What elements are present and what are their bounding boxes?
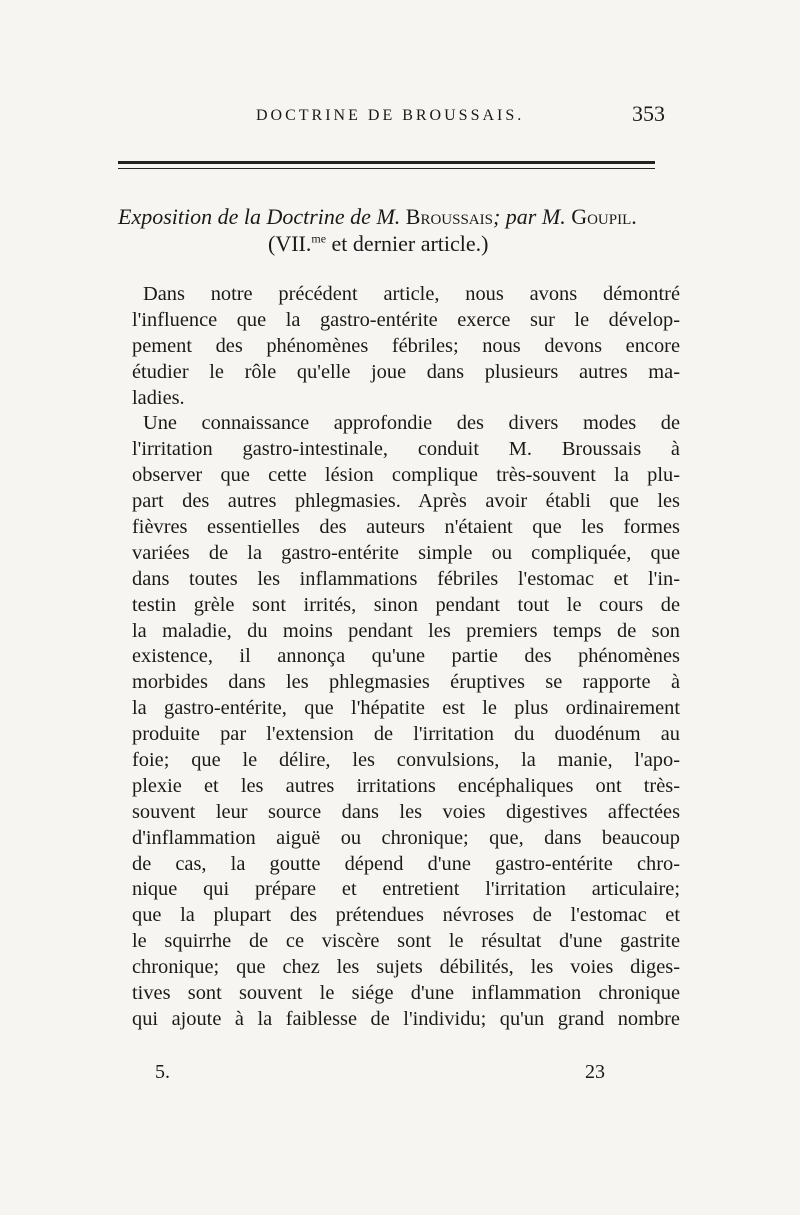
body-line: variées de la gastro-entérite simple ou compliquée, que <box>132 541 680 564</box>
body-line: Dans notre précédent article, nous avons démontré <box>143 283 680 305</box>
body-line: tives sont souvent le siége d'une inflammation chronique <box>132 982 680 1005</box>
body-line: la gastro-entérite, que l'hépatite est le plus ordinairement <box>132 697 680 720</box>
body-line: de cas, la goutte dépend d'une gastro-entérite chro- <box>132 852 680 875</box>
body-line: l'influence que la gastro-entérite exerce sur le dévelop- <box>132 308 680 331</box>
body-line: morbides dans les phlegmasies éruptives se rapporte à <box>132 671 680 694</box>
body-line: existence, il annonça qu'une partie des phénomènes <box>132 645 680 668</box>
heading-part-label: et dernier article.) <box>331 231 489 256</box>
page-number: 353 <box>632 101 665 126</box>
article-heading-line-1 <box>118 204 666 230</box>
body-line: qui ajoute à la faiblesse de l'individu; qu'un grand nombre <box>132 1007 680 1030</box>
heading-author-2: Goupil. <box>571 204 637 229</box>
body-line: Une connaissance approfondie des divers modes de <box>143 412 680 435</box>
body-line: foie; que le délire, les convulsions, la manie, l'apo- <box>132 749 680 772</box>
body-line: nique qui prépare et entretient l'irritation articulaire; <box>132 878 680 901</box>
body-line: pement des phénomènes fébriles; nous devons encore <box>132 334 680 357</box>
signature-volume: 5. <box>155 1061 170 1083</box>
body-line: fièvres essentielles des auteurs n'étaient que les formes <box>132 516 680 539</box>
body-line: souvent leur source dans les voies digestives affectées <box>132 800 680 823</box>
heading-part-number: (VII. <box>268 231 312 256</box>
signature-gathering: 23 <box>585 1061 605 1083</box>
article-heading-line-2 <box>268 231 800 257</box>
header-rule-thick <box>118 161 655 164</box>
body-line: produite par l'extension de l'irritation du duodénum au <box>132 723 680 746</box>
heading-text-2: ; par M. <box>492 204 566 229</box>
body-line: l'irritation gastro-intestinale, conduit M. Broussais à <box>132 438 680 461</box>
page-footer <box>155 1061 605 1087</box>
body-line: d'inflammation aiguë ou chronique; que, dans beaucoup <box>132 826 680 849</box>
article-body <box>132 282 680 1033</box>
heading-text-1: Exposition de la Doctrine de M. <box>118 204 401 229</box>
header-rule-thin <box>118 168 655 169</box>
heading-part-sup: me <box>311 231 327 246</box>
running-head <box>120 101 665 131</box>
body-line: testin grèle sont irrités, sinon pendant tout le cours de <box>132 593 680 616</box>
body-line: part des autres phlegmasies. Après avoir établi que les <box>132 490 680 513</box>
body-line: dans toutes les inflammations fébriles l'estomac et l'in- <box>132 567 680 590</box>
body-line: chronique; que chez les sujets débilités, les voies diges- <box>132 956 680 979</box>
body-line: la maladie, du moins pendant les premiers temps de son <box>132 619 680 642</box>
body-line: que la plupart des prétendues névroses de l'estomac et <box>132 904 680 927</box>
body-line: le squirrhe de ce viscère sont le résultat d'une gastrite <box>132 930 680 953</box>
body-line: ladies. <box>132 386 185 409</box>
body-line: étudier le rôle qu'elle joue dans plusieurs autres ma- <box>132 360 680 383</box>
body-line: plexie et les autres irritations encéphaliques ont très- <box>132 774 680 797</box>
heading-author-1: Broussais <box>405 204 493 229</box>
running-title: DOCTRINE DE BROUSSAIS. <box>256 107 525 124</box>
body-line: observer que cette lésion complique très-souvent la plu- <box>132 464 680 487</box>
